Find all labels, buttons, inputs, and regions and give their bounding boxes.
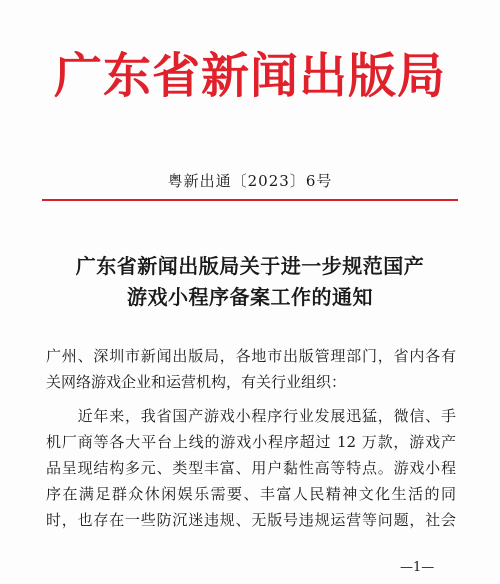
body-line: 关网络游戏企业和运营机构，有关行业组织： [46,373,347,391]
body-line: 序在满足群众休闲娱乐需要、丰富人民精神文化生活的同 [46,485,456,503]
body-line: 时，也存在一些防沉迷违规、无版号违规运营等问题，社会 [46,511,456,529]
document-number: 粤新出通〔2023〕6号 [167,172,333,190]
body-paragraph-background [46,403,456,533]
body-paragraph-addressees [46,343,456,395]
page-number: —1— [400,560,435,575]
agency-masthead: 广东省新闻出版局 [53,48,446,104]
body-line: 品呈现结构多元、类型丰富、用户黏性高等特点。游戏小程 [46,459,456,477]
red-divider-rule [42,199,458,201]
body-line: 机厂商等各大平台上线的游戏小程序超过 12 万款，游戏产 [46,433,456,451]
notice-title-line-1: 广东省新闻出版局关于进一步规范国产 [75,254,425,278]
body-line: 广州、深圳市新闻出版局，各地市出版管理部门，省内各有 [46,347,456,365]
notice-title-line-2: 游戏小程序备案工作的通知 [127,285,373,309]
body-line: 近年来，我省国产游戏小程序行业发展迅猛，微信、手 [46,407,456,425]
